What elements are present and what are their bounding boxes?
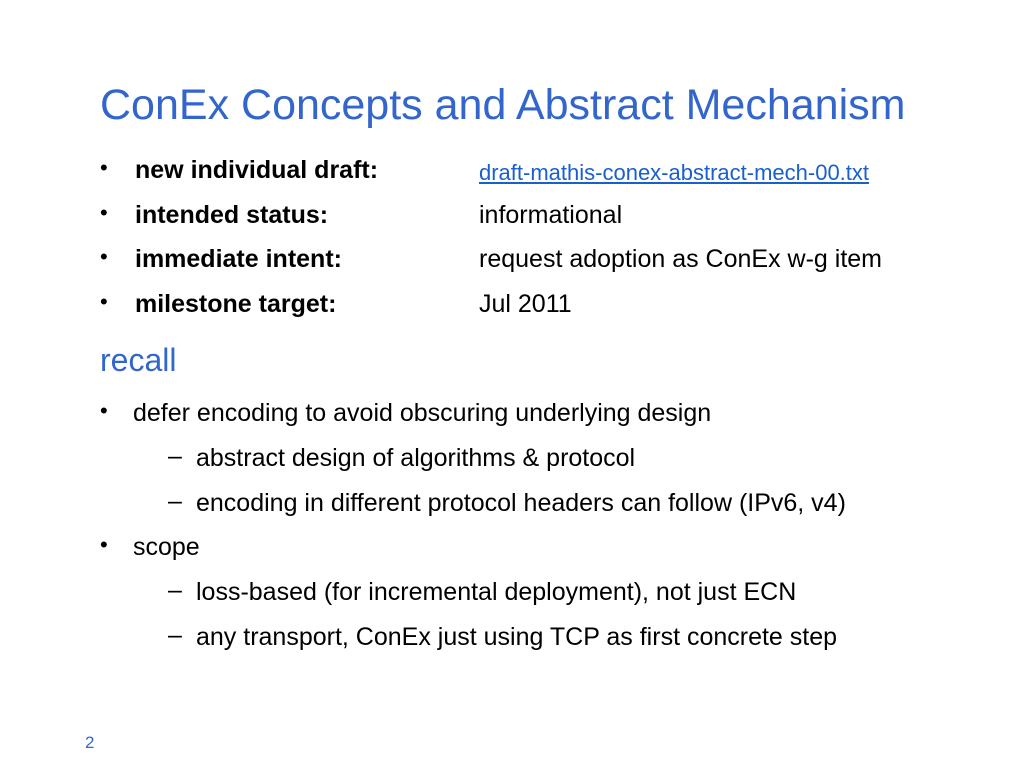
dash-bullet: – [168,620,182,649]
sub-list-item-text: abstract design of algorithms & protocol [196,443,636,472]
recall-heading: recall [100,342,177,378]
meta-label-intent: immediate intent: [135,245,342,273]
bullet: • [100,398,108,423]
meta-row-draft [100,153,1000,198]
meta-label-status: intended status: [135,200,329,229]
bullet: • [100,244,108,269]
list-item-text: scope [133,533,200,562]
page-number: 2 [85,733,95,752]
bullet: • [100,155,108,180]
list-item [100,396,1000,441]
dash-bullet: – [168,576,182,605]
slide-title: ConEx Concepts and Abstract Mechanism [100,81,906,129]
meta-label-draft: new individual draft: [135,156,379,184]
dash-bullet: – [168,486,182,515]
sub-list-item-text: any transport, ConEx just using TCP as first concrete step [196,622,838,651]
meta-value-status: informational [479,200,623,229]
meta-value-intent: request adoption as ConEx w-g item [479,245,882,273]
meta-row-status [100,198,1000,243]
list-item-text: defer encoding to avoid obscuring underlying design [133,399,712,427]
meta-row-milestone [100,287,1000,332]
meta-row-intent [100,242,1000,287]
list-item [100,530,1000,575]
sub-list-item-text: loss-based (for incremental deployment), not just ECN [196,578,797,607]
draft-link[interactable]: draft-mathis-conex-abstract-mech-00.txt [479,160,870,185]
sub-list-item-text: encoding in different protocol headers can follow (IPv6, v4) [196,488,846,517]
meta-value-milestone: Jul 2011 [479,289,572,318]
draft-metadata-list [100,153,1000,331]
sub-list-item [100,620,1000,665]
sub-list-item [100,486,1000,531]
sub-list-item [100,441,1000,486]
bullet: • [100,532,108,558]
meta-label-milestone: milestone target: [135,289,337,318]
sub-list-item [100,575,1000,620]
recall-list [100,396,1000,665]
dash-bullet: – [168,441,182,470]
bullet: • [100,199,108,225]
bullet: • [100,288,108,314]
